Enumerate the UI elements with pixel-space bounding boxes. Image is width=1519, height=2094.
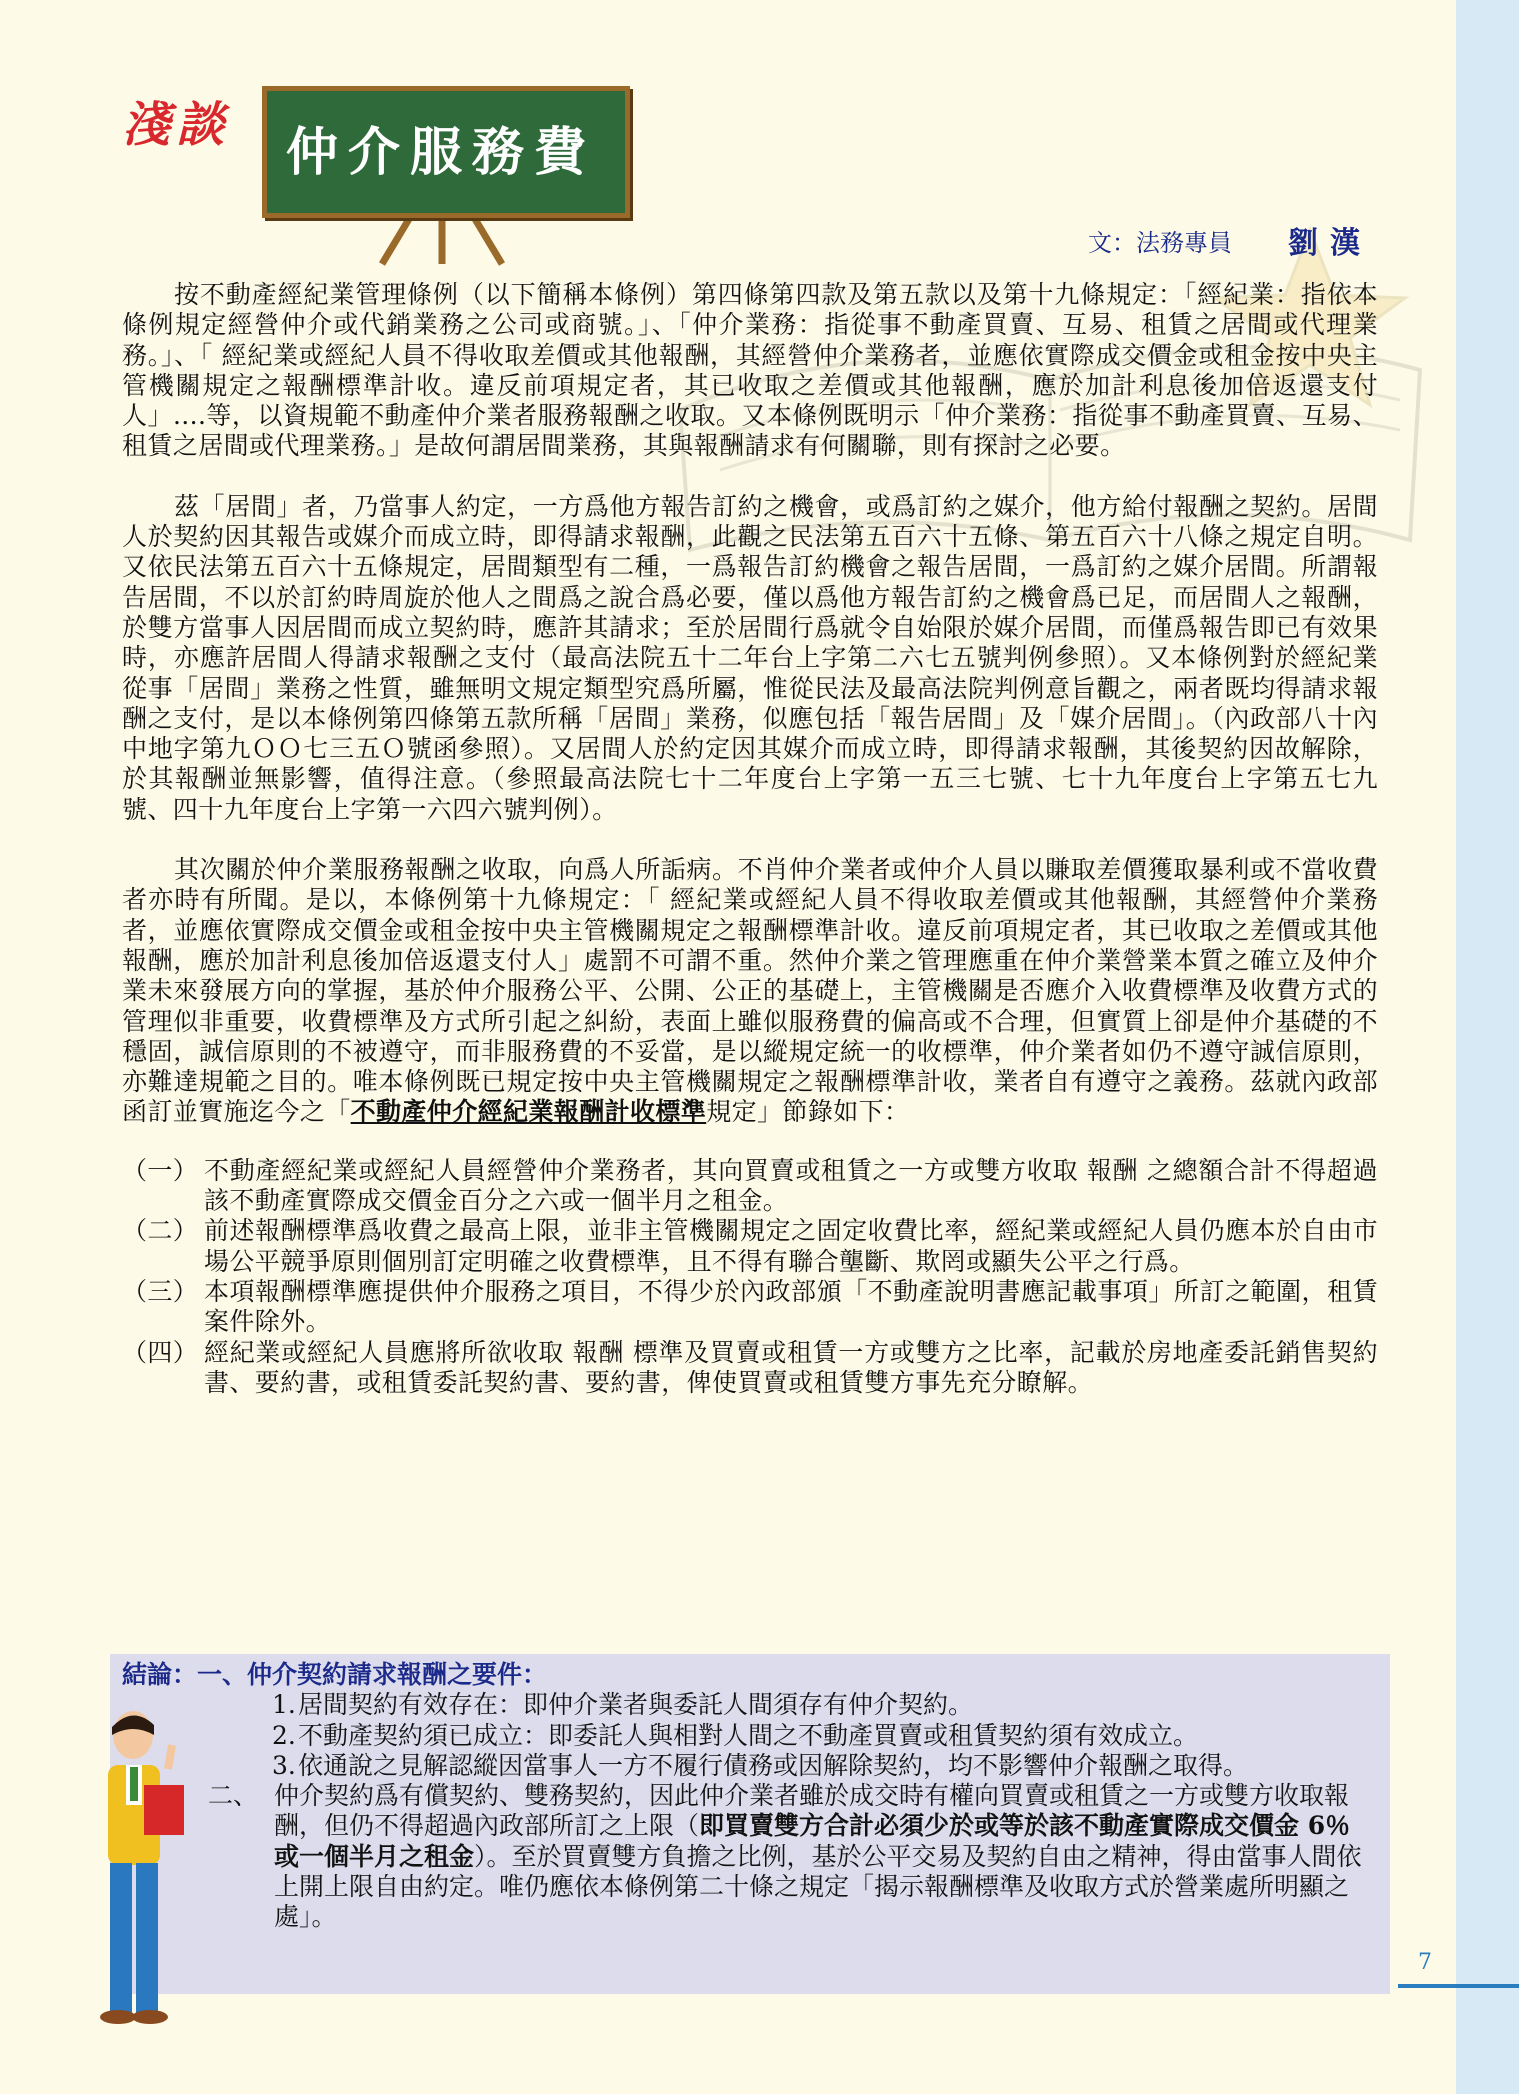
list-item — [272, 1690, 1378, 1720]
list-item-number: （四） — [122, 1337, 199, 1367]
paragraph-2: 茲「居間」者，乃當事人約定，一方爲他方報告訂約之機會，或爲訂約之媒介，他方給付報酬之契約。居間人於契約因其報告或媒介而成立時，即得請求報酬，此觀之民法第五百六十五條、第五百六十八條之規定自明。又依民法第五百六十五條規定，居間類型有二種，一爲報告訂約機會之報告居間，一爲訂約之媒介居間。所謂報告居間，不以於訂約時周旋於他人之間爲之說合爲必要，僅以爲他方報告訂約之機會爲已足，而居間人之報酬，於雙方當事人因居間而成立契約時，應許其請求；至於居間行爲就令自始限於媒介居間，而僅爲報告即已有效果時，亦應許居間人得請求報酬之支付（最高法院五十二年台上字第二六七五號判例參照）。又本條例對於經紀業從事「居間」業務之性質，雖無明文規定類型究爲所屬，惟從民法及最高法院判例意旨觀之，兩者既均得請求報酬之支付，是以本條例第四條第五款所稱「居間」業務，似應包括「報告居間」及「媒介居間」。（內政部八十內中地字第九ＯＯ七三五Ｏ號函參照）。又居間人於約定因其媒介而成立時，即得請求報酬，其後契約因故解除，於其報酬並無影響，值得注意。（參照最高法院七十二年度台上字第一五三七號、七十九年度台上字第五七九號、四十九年度台上字第一六四六號判例）。 — [122, 491, 1378, 824]
list-item-text: 前述報酬標準爲收費之最高上限，並非主管機關規定之固定收費比率，經紀業或經紀人員仍應本於自由市場公平競爭原則個別訂定明確之收費標準，且不得有聯合壟斷、欺罔或顯失公平之行爲。 — [204, 1216, 1378, 1276]
list-item-text: 不動產契約須已成立：即委託人與相對人間之不動產買賣或租賃契約須有效成立。 — [298, 1720, 1199, 1750]
list-item — [272, 1721, 1378, 1751]
list-item — [122, 1216, 1378, 1277]
point-2-text-a: 仲介契約爲有償契約、雙務契約，因此仲介業者雖於成交時有權向買賣或租賃之一方或雙方收取報酬，但仍不得超過內政部所訂之上限（ — [274, 1781, 1350, 1841]
regulation-title: 不動產仲介經紀業報酬計收標準 — [350, 1097, 707, 1127]
page-number: 7 — [1418, 1950, 1432, 1975]
conclusion-heading: 結論：一、仲介契約請求報酬之要件： — [122, 1660, 548, 1689]
point-2-bold: 即買賣雙方合計必須少於或等於該不動產實際成交價金 6％ 或一個半月之租金 — [274, 1811, 1351, 1871]
list-item-number: 二、 — [208, 1781, 259, 1811]
conclusion-point-2 — [122, 1781, 1378, 1932]
list-item-text — [274, 1781, 1378, 1932]
point-2-text-b: ）。至於買賣雙方負擔之比例，基於公平交易及契約自由之精神，得由當事人間依上開上限自由約定。唯仍應依本條例第二十條之規定「揭示報酬標準及收取方式於營業處所明顯之處」。 — [274, 1841, 1362, 1932]
list-item-number: 1. — [272, 1690, 296, 1720]
list-item-number: （二） — [122, 1216, 199, 1246]
page-title: 仲介服務費 — [285, 122, 596, 183]
list-item-text: 本項報酬標準應提供仲介服務之項目，不得少於內政部頒「不動產說明書應記載事項」所訂之範圍，租賃案件除外。 — [204, 1276, 1378, 1337]
list-item-text: 經紀業或經紀人員應將所欲收取 報酬 標準及買賣或租賃一方或雙方之比率，記載於房地產委託銷售契約書、要約書，或租賃委託契約書、要約書，俾使買賣或租賃雙方事先充分瞭解。 — [204, 1337, 1378, 1397]
author-name: 劉漢 — [1288, 226, 1372, 261]
chalkboard-title — [262, 86, 626, 266]
conclusion-text — [122, 1660, 1378, 1933]
title-prefix: 淺談 — [122, 97, 231, 153]
person-illustration-icon — [88, 1705, 198, 2035]
list-item-number: （一） — [122, 1155, 199, 1185]
page-number-rule — [1398, 1984, 1519, 1988]
list-item-number: 3. — [272, 1750, 296, 1780]
list-item — [272, 1751, 1378, 1781]
list-item-text: 不動產經紀業或經紀人員經營仲介業務者，其向買賣或租賃之一方或雙方收取 報酬 之總額合計不得超過該不動產實際成交價金百分之六或一個半月之租金。 — [204, 1155, 1378, 1216]
list-item-number: （三） — [122, 1276, 199, 1306]
paragraph-3 — [122, 855, 1378, 1128]
paragraph-3-tail: 規定」節錄如下： — [706, 1097, 910, 1127]
regulation-list — [122, 1156, 1378, 1398]
paragraph-1: 按不動產經紀業管理條例（以下簡稱本條例）第四條第四款及第五款以及第十九條規定：「經紀業：指依本條例規定經營仲介或代銷業務之公司或商號。」、「仲介業務：指從事不動產買賣、互易、租賃之居間或代理業務。」、「 經紀業或經紀人員不得收取差價或其他報酬，其經營仲介業務者，並應依實際成交價金或租金按中央主管機關規定之報酬標準計收。違反前項規定者，其已收取之差價或其他報酬，應於加計利息後加倍返還支付人」....等，以資規範不動產仲介業者服務報酬之收取。又本條例既明示「仲介業務：指從事不動產買賣、互易、租賃之居間或代理業務。」是故何謂居間業務，其與報酬請求有何關聯，則有探討之必要。 — [122, 280, 1378, 461]
list-item — [122, 1156, 1378, 1217]
list-item-text: 依通說之見解認縱因當事人一方不履行債務或因解除契約，均不影響仲介報酬之取得。 — [298, 1750, 1249, 1780]
article-body — [122, 280, 1378, 1398]
paragraph-3-main: 其次關於仲介業服務報酬之收取，向爲人所詬病。不肖仲介業者或仲介人員以賺取差價獲取暴利或不當收費者亦時有所聞。是以，本條例第十九條規定：「 經紀業或經紀人員不得收取差價或其他報酬，其經營仲介業務者，並應依實際成交價金或租金按中央主管機關規定之報酬標準計收。違反前項規定者，其已收取之差價或其他報酬，應於加計利息後加倍返還支付人」處罰不可謂不重。然仲介業之管理應重在仲介業營業本質之確立及仲介業未來發展方向的掌握，基於仲介服務公平、公開、公正的基礎上，主管機關是否應介入收費標準及收費方式的管理似非重要，收費標準及方式所引起之糾紛，表面上雖似服務費的偏高或不合理，但實質上卻是仲介基礎的不穩固，誠信原則的不被遵守，而非服務費的不妥當，是以縱規定統一的收標準，仲介業者如仍不遵守誠信原則，亦難達規範之目的。唯本條例既已規定按中央主管機關規定之報酬標準計收，業者自有遵守之義務。茲就內政部函訂並實施迄今之「 — [122, 855, 1378, 1127]
conclusion-sublist — [122, 1690, 1378, 1781]
author-label: 文：法務專員 — [1088, 229, 1232, 257]
list-item-text: 居間契約有效存在：即仲介業者與委託人間須存有仲介契約。 — [298, 1690, 974, 1720]
list-item — [122, 1338, 1378, 1399]
list-item — [122, 1277, 1378, 1338]
list-item-number: 2. — [272, 1720, 296, 1750]
